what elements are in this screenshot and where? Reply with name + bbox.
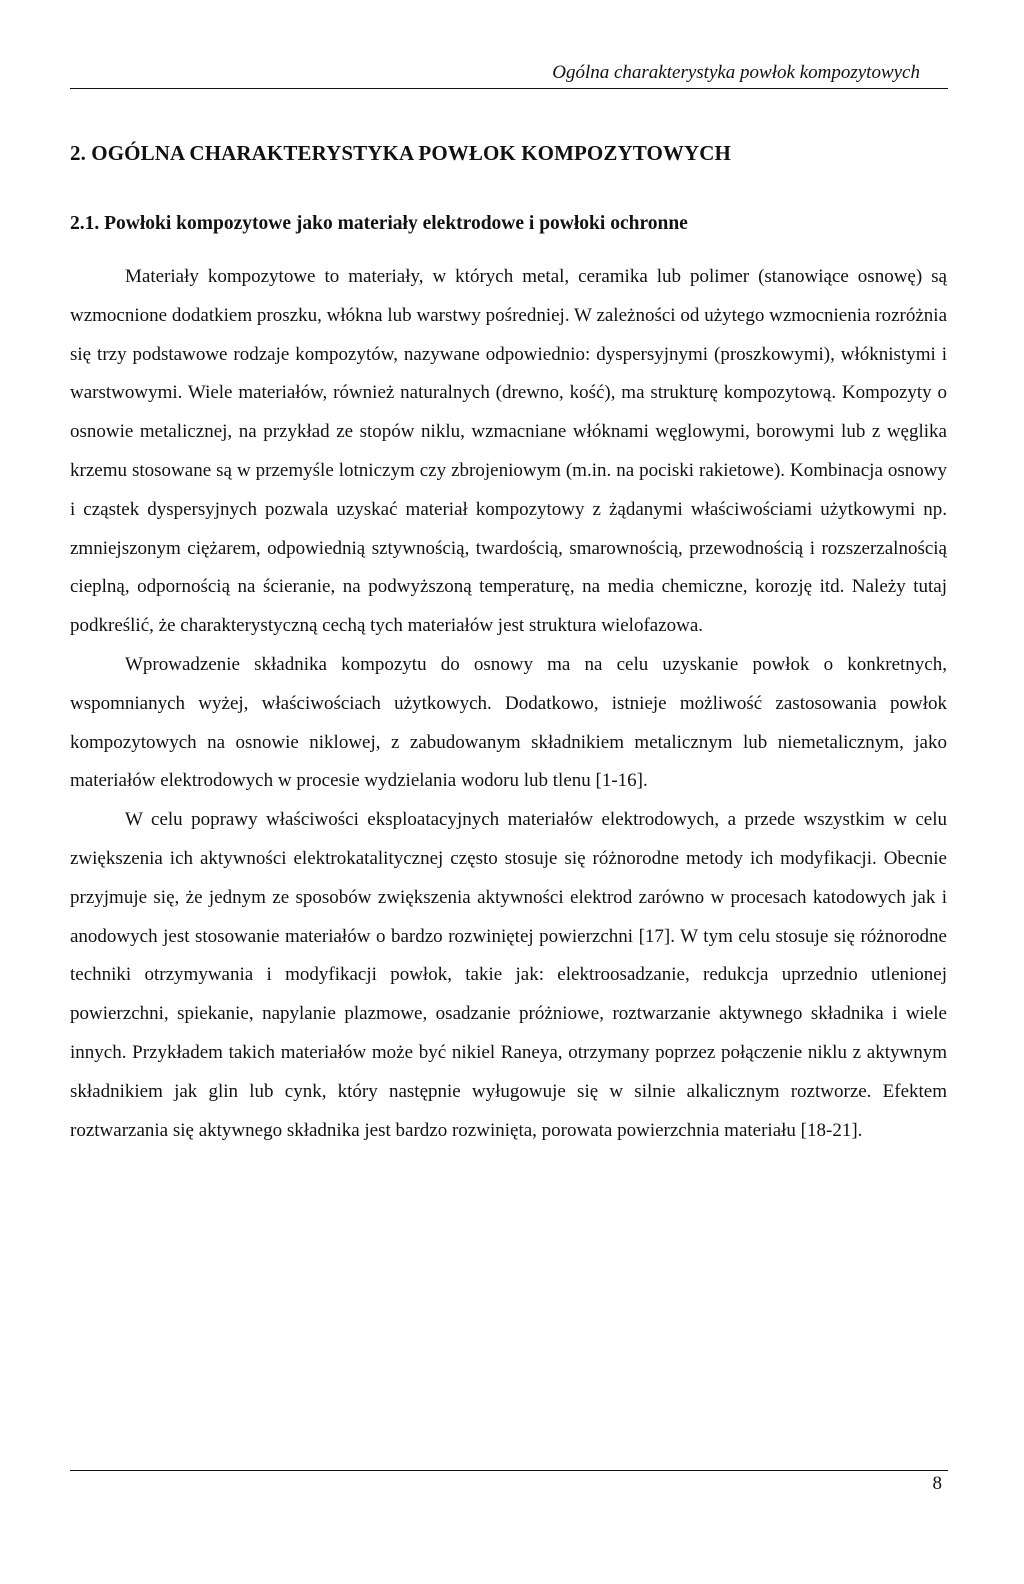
body-text <box>70 258 947 1150</box>
paragraph: Wprowadzenie składnika kompozytu do osnowy ma na celu uzyskanie powłok o konkretnych, wspomnianych wyżej, właściwościach użytkowych. Dodatkowo, istnieje możliwość zastosowania powłok kompozytowych na osnowie niklowej, z zabudowanym składnikiem metalicznym lub niemetalicznym, jako materiałów elektrodowych w procesie wydzielania wodoru lub tlenu [1-16]. <box>70 653 947 792</box>
paragraph: Materiały kompozytowe to materiały, w których metal, ceramika lub polimer (stanowiące osnowę) są wzmocnione dodatkiem proszku, włókna lub warstwy pośredniej. W zależności od użytego wzmocnienia rozróżnia się trzy podstawowe rodzaje kompozytów, nazywane odpowiednio: dyspersyjnymi (proszkowymi), włóknistymi i warstwowymi. Wiele materiałów, również naturalnych (drewno, kość), ma strukturę kompozytową. Kompozyty o osnowie metalicznej, na przykład ze stopów niklu, wzmacniane włóknami węglowymi, borowymi lub z węglika krzemu stosowane są w przemyśle lotniczym czy zbrojeniowym (m.in. na pociski rakietowe). Kombinacja osnowy i cząstek dyspersyjnych pozwala uzyskać materiał kompozytowy z żądanymi właściwościami użytkowymi np. zmniejszonym ciężarem, odpowiednią sztywnością, twardością, smarownością, przewodnością i rozszerzalnością cieplną, odpornością na ścieranie, na podwyższoną temperaturę, na media chemiczne, korozję itd. Należy tutaj podkreślić, że charakterystyczną cechą tych materiałów jest struktura wielofazowa. <box>70 266 947 637</box>
paragraph: W celu poprawy właściwości eksploatacyjnych materiałów elektrodowych, a przede wszystkim w celu zwiększenia ich aktywności elektrokatalitycznej często stosuje się różnorodne metody ich modyfikacji. Obecnie przyjmuje się, że jednym ze sposobów zwiększenia aktywności elektrod zarówno w procesach katodowych jak i anodowych jest stosowanie materiałów o bardzo rozwiniętej powierzchni [17]. W tym celu stosuje się różnorodne techniki otrzymywania i modyfikacji powłok, takie jak: elektroosadzanie, redukcja uprzednio utlenionej powierzchni, spiekanie, napylanie plazmowe, osadzanie próżniowe, roztwarzanie aktywnego składnika i wiele innych. Przykładem takich materiałów może być nikiel Raneya, otrzymany poprzez połączenie niklu z aktywnym składnikiem jak glin lub cynk, który następnie wyługowuje się w silnie alkalicznym roztworze. Efektem roztwarzania się aktywnego składnika jest bardzo rozwinięta, porowata powierzchnia materiału [18-21]. <box>70 809 947 1141</box>
section-title: 2.1. Powłoki kompozytowe jako materiały elektrodowe i powłoki ochronne <box>70 213 688 234</box>
header-rule <box>70 88 948 89</box>
page-number: 8 <box>932 1473 942 1494</box>
running-header: Ogólna charakterystyka powłok kompozytowych <box>552 62 920 83</box>
chapter-title: 2. OGÓLNA CHARAKTERYSTYKA POWŁOK KOMPOZYTOWYCH <box>70 141 731 165</box>
footer-rule <box>70 1470 948 1471</box>
